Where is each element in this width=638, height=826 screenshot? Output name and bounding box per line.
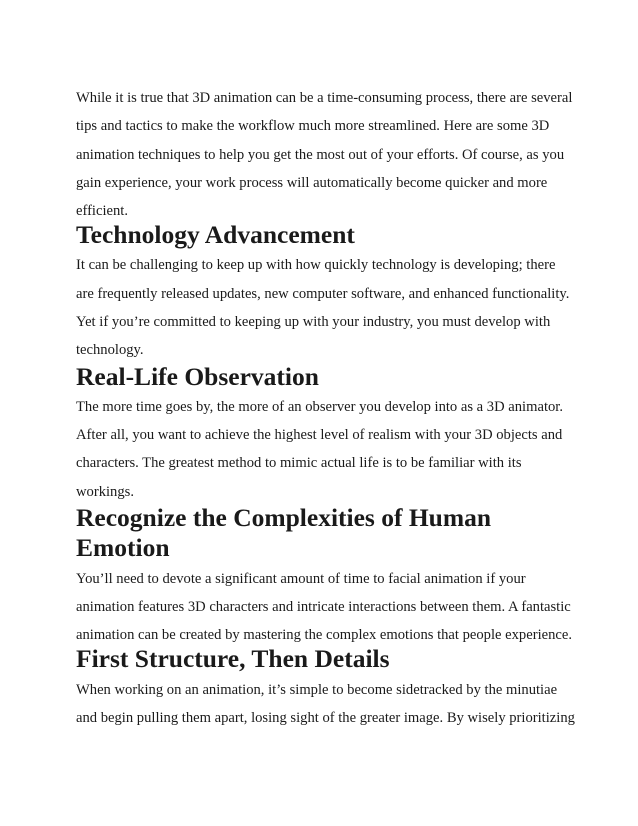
heading-technology-advancement: Technology Advancement [76, 220, 355, 250]
heading-real-life-observation: Real-Life Observation [76, 361, 319, 391]
paragraph-real-life-observation: The more time goes by, the more of an observer you develop into as a 3D animator. After all, you want to achieve the highest level of realism with your 3D objects and characters. The greatest method to mimic actual life is to be familiar with its workings. [76, 398, 563, 500]
heading-structure-then-details: First Structure, Then Details [76, 643, 390, 673]
intro-paragraph: While it is true that 3D animation can be a time-consuming process, there are several tips and tactics to make the workflow much more streamlined. Here are some 3D animation techniques to help you get the most out of your efforts. Of course, as you gain experience, your work process will automatically become quicker and more efficient. [76, 90, 573, 220]
heading-human-emotion: Recognize the Complexities of Human Emotion [76, 502, 492, 562]
document-content [76, 84, 576, 732]
paragraph-human-emotion: You’ll need to devote a significant amount of time to facial animation if your animation features 3D characters and intricate interactions between them. A fantastic animation can be created by mastering the complex emotions that people experience. [76, 570, 572, 644]
paragraph-structure-then-details: When working on an animation, it’s simple to become sidetracked by the minutiae and begin pulling them apart, losing sight of the greater image. By wisely prioritizing [76, 681, 575, 727]
paragraph-technology-advancement: It can be challenging to keep up with how quickly technology is developing; there are frequently released updates, new computer software, and enhanced functionality. Yet if you’re committed to keeping up with your industry, you must develop with technology. [76, 257, 570, 359]
